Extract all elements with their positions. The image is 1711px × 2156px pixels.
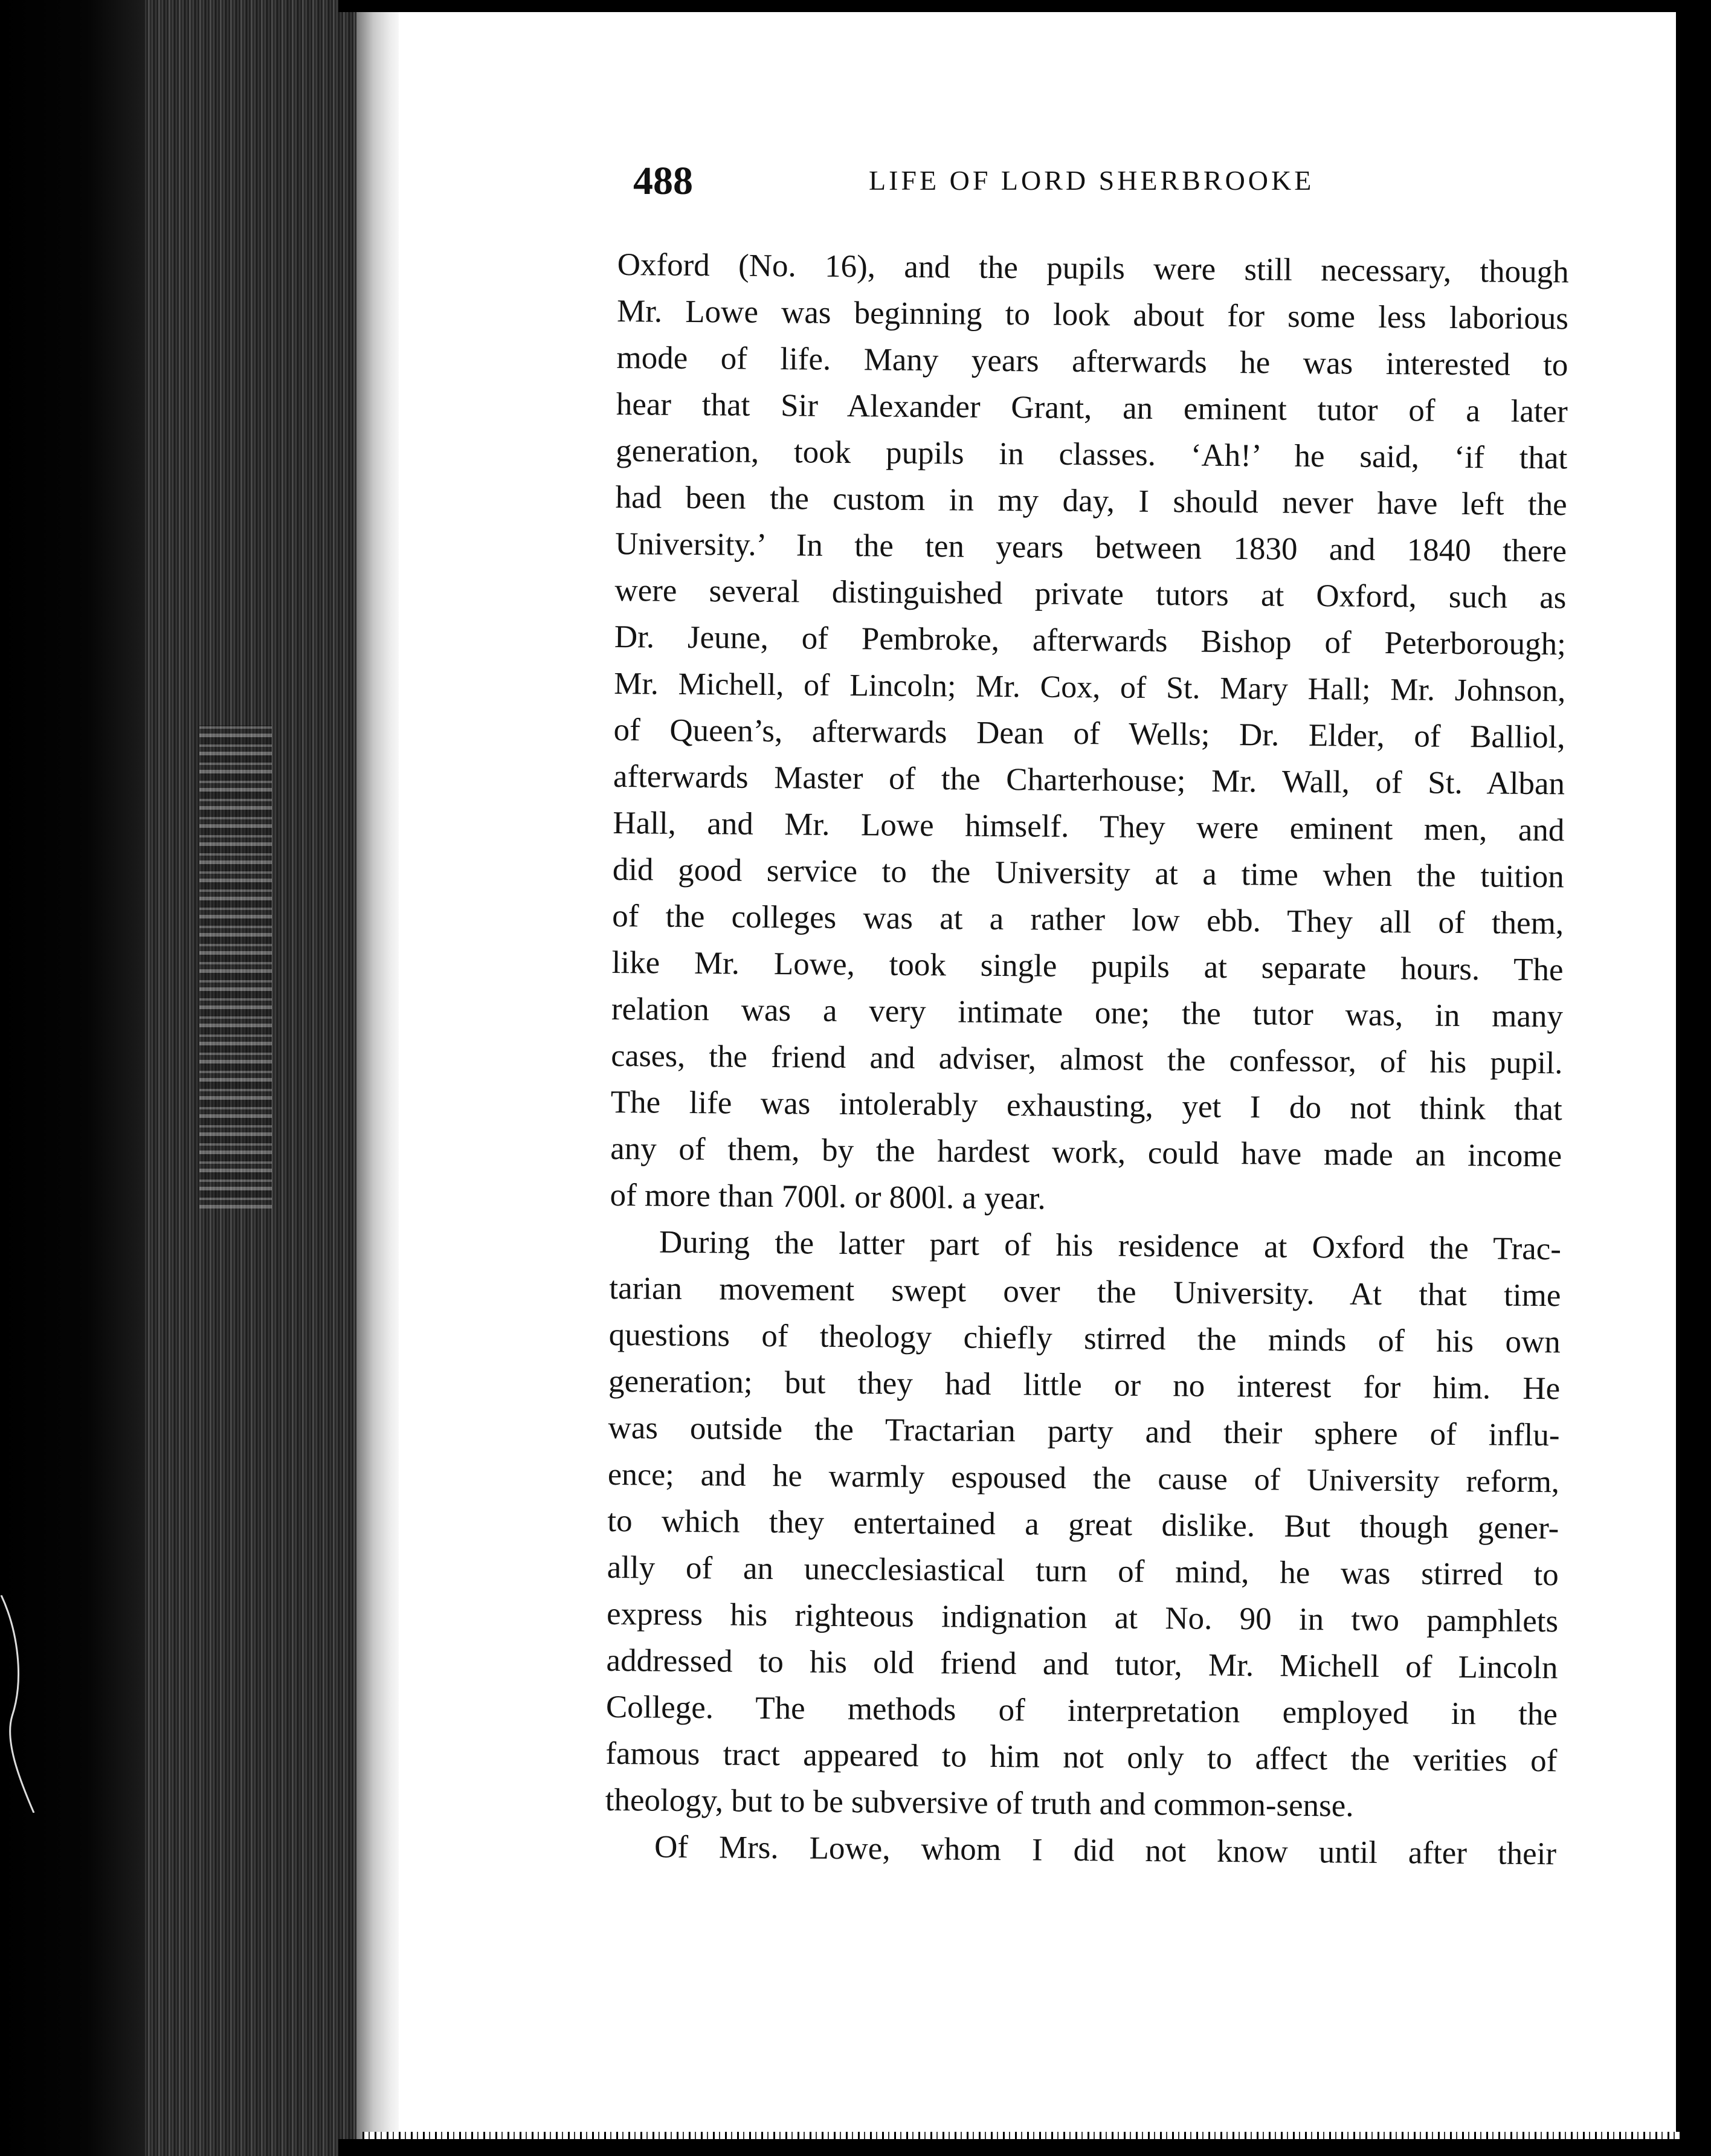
text-line: Oxford (No. 16), and the pupils were still necessary, though xyxy=(617,247,1569,290)
text-line: hear that Sir Alexander Grant, an eminent tutor of a later xyxy=(616,386,1568,430)
text-line: ally of an unecclesiastical turn of mind, he was stirred to xyxy=(607,1549,1559,1593)
text-line: famous tract appeared to him not only to affect the verities of xyxy=(605,1735,1558,1779)
text-line: generation, took pupils in classes. ‘Ah!’ he said, ‘if that xyxy=(616,433,1568,476)
running-head xyxy=(633,158,1346,213)
text-line: was outside the Tractarian party and their sphere of influ- xyxy=(608,1410,1560,1453)
text-line: any of them, by the hardest work, could have made an income xyxy=(610,1131,1562,1174)
text-line: University.’ In the ten years between 1830 and 1840 there xyxy=(614,526,1567,569)
text-line: mode of life. Many years afterwards he was interested to xyxy=(616,340,1568,383)
text-line: Hall, and Mr. Lowe himself. They were eminent men, and xyxy=(613,805,1565,848)
text-line: addressed to his old friend and tutor, Mr. Michell of Lincoln xyxy=(606,1642,1558,1686)
page-bottom-edge xyxy=(362,2132,1680,2139)
book-binding xyxy=(0,0,145,2156)
body-text xyxy=(605,242,1569,1877)
page-curl-icon xyxy=(0,1595,36,1813)
text-line: ence; and he warmly espoused the cause of University reform, xyxy=(607,1457,1560,1500)
paragraph-end-line: of more than 700l. or 800l. a year. xyxy=(610,1177,1046,1216)
text-line: tarian movement swept over the University. At that time xyxy=(609,1270,1561,1314)
text-line: relation was a very intimate one; the tutor was, in many xyxy=(611,991,1564,1034)
scan-bottom-border xyxy=(338,2139,1711,2156)
text-line: like Mr. Lowe, took single pupils at separate hours. The xyxy=(611,944,1564,988)
page-number: 488 xyxy=(633,159,693,203)
book-edge-marking xyxy=(199,725,272,1209)
text-line: did good service to the University at a time when the tuition xyxy=(612,851,1565,895)
text-line: generation; but they had little or no interest for him. He xyxy=(608,1363,1561,1407)
text-line: express his righteous indignation at No. 90 in two pamphlets xyxy=(606,1596,1559,1639)
text-line: cases, the friend and adviser, almost the confessor, of his pupil. xyxy=(611,1038,1563,1081)
running-head-title: LIFE OF LORD SHERBROOKE xyxy=(869,165,1315,196)
text-line: afterwards Master of the Charterhouse; Mr. Wall, of St. Alban xyxy=(613,758,1565,802)
text-line: of Queen’s, afterwards Dean of Wells; Dr. Elder, of Balliol, xyxy=(613,712,1565,755)
text-line: had been the custom in my day, I should never have left the xyxy=(615,479,1567,523)
scan-top-border xyxy=(338,0,1711,12)
page-gutter-shadow xyxy=(356,12,405,2139)
paragraph-end-line: theology, but to be subversive of truth and common-sense. xyxy=(605,1782,1354,1824)
text-line: College. The methods of interpretation employed in the xyxy=(605,1689,1558,1732)
text-line: of the colleges was at a rather low ebb. They all of them, xyxy=(612,898,1564,941)
text-line: to which they entertained a great dislike. But though gener- xyxy=(607,1503,1559,1546)
text-line: Dr. Jeune, of Pembroke, afterwards Bishop of Peterborough; xyxy=(614,619,1567,662)
text-line: were several distinguished private tutors at Oxford, such as xyxy=(614,572,1567,616)
text-line: Mr. Michell, of Lincoln; Mr. Cox, of St. Mary Hall; Mr. Johnson, xyxy=(614,666,1566,709)
text-line: questions of theology chiefly stirred the minds of his own xyxy=(608,1317,1561,1360)
text-line: The life was intolerably exhausting, yet I do not think that xyxy=(610,1084,1562,1128)
text-line: Mr. Lowe was beginning to look about for some less laborious xyxy=(616,293,1569,337)
paragraph-start-line: Of Mrs. Lowe, whom I did not know until after their xyxy=(654,1829,1557,1872)
paragraph-start-line: During the latter part of his residence at Oxford the Trac- xyxy=(659,1224,1562,1267)
scan-right-border xyxy=(1676,0,1711,2156)
